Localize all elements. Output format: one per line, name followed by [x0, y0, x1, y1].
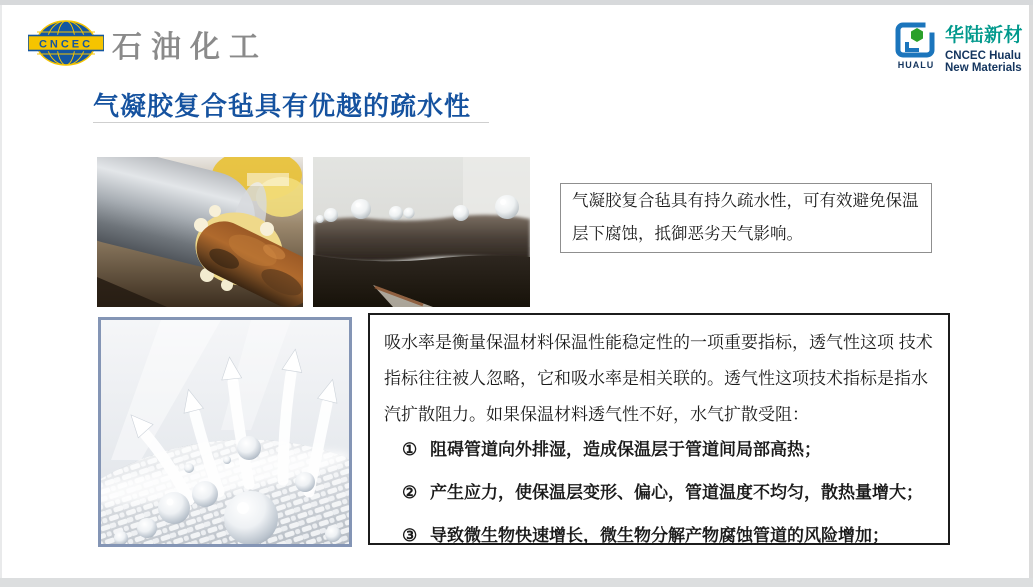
hualu-mark-icon	[893, 22, 939, 62]
hualu-mark-label: HUALU	[897, 60, 935, 70]
hydrophobic-callout-box	[560, 183, 932, 253]
droplets-on-felt-photo	[313, 157, 530, 307]
slide-top-edge	[0, 0, 1033, 5]
list-item	[402, 526, 934, 546]
breathable-fabric-illustration	[98, 317, 352, 547]
water-absorption-explanation-box	[368, 313, 950, 545]
cncec-globe-icon	[28, 20, 104, 66]
hualu-english-line2: New Materials	[945, 62, 1022, 74]
vapor-arrows-illustration-icon	[101, 320, 349, 544]
corroded-pipe-photo	[97, 157, 303, 307]
page-title: 气凝胶复合毡具有优越的疏水性	[93, 91, 472, 121]
cncec-logo	[28, 20, 104, 66]
title-underline	[93, 122, 489, 123]
cncec-brand-text: 石油化工	[112, 31, 268, 64]
slide-left-edge	[0, 5, 2, 578]
hualu-chinese-name: 华陆新材	[945, 25, 1024, 46]
list-marker: ③	[402, 526, 418, 545]
svg-text:CNCEC: CNCEC	[38, 38, 94, 51]
list-item-text: 产生应力，使保温层变形、偏心，管道温度不均匀，散热量增大；	[430, 483, 923, 502]
slide-bottom-edge	[0, 578, 1033, 587]
list-item	[402, 440, 934, 460]
callout-text: 气凝胶复合毡具有持久疏水性，可有效避免保温层下腐蚀，抵御恶劣天气影响。	[572, 192, 919, 243]
list-marker: ①	[402, 440, 418, 459]
list-item-text: 阻碍管道向外排湿，造成保温层于管道间局部高热；	[430, 440, 821, 459]
slide-right-edge	[1029, 5, 1033, 578]
list-item	[402, 483, 934, 503]
list-item-text: 导致微生物快速增长，微生物分解产物腐蚀管道的风险增加；	[430, 526, 889, 545]
hualu-english-line1: CNCEC Hualu	[945, 50, 1022, 62]
consequence-list	[384, 440, 934, 546]
list-marker: ②	[402, 483, 418, 502]
explanation-paragraph: 吸水率是衡量保温材料保温性能稳定性的一项重要指标，透气性这项 技术指标往往被人忽略，它和吸水率是相关联的。透气性这项技术指标是指水汽扩散阻力。如果保温材料透气性不好，水气扩散受阻：	[384, 333, 933, 424]
photo-watermark	[247, 173, 289, 186]
